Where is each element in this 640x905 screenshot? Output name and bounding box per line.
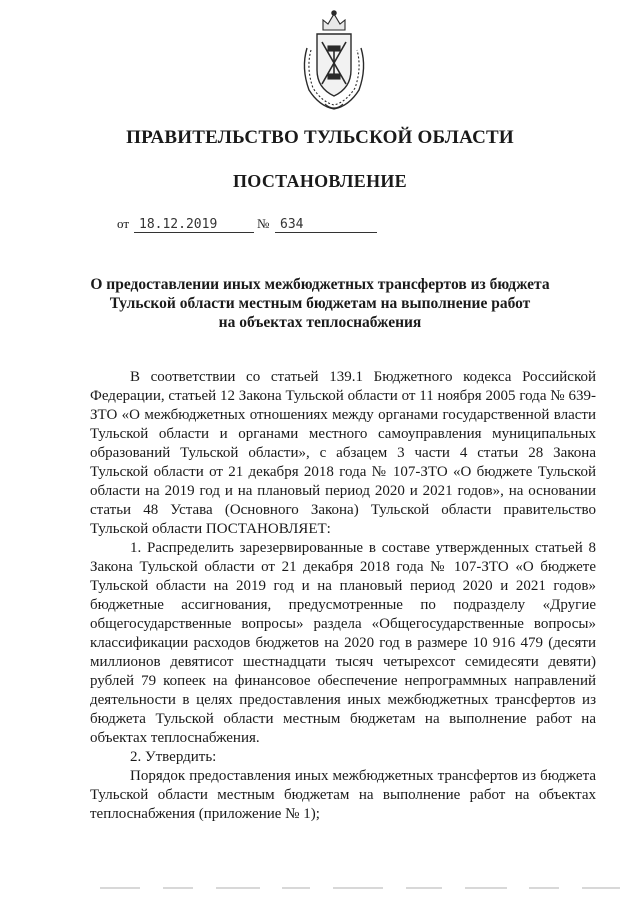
- subject-line: Тульской области местным бюджетам на выполнение работ: [109, 295, 531, 312]
- scan-footer-artifact: [100, 885, 620, 891]
- clause-2-heading: 2. Утвердить:: [130, 749, 217, 765]
- clause-2-item: Порядок предоставления иных межбюджетных трансфертов из бюджета Тульской области местным бюджетам на выполнение работ на объектах теплоснабжения (приложение № 1);: [90, 768, 596, 822]
- date-underline: [134, 232, 254, 233]
- government-title: ПРАВИТЕЛЬСТВО ТУЛЬСКОЙ ОБЛАСТИ: [126, 127, 514, 148]
- date-label: от: [117, 216, 130, 231]
- tula-region-coat-of-arms-icon: [297, 8, 371, 112]
- preamble-paragraph: В соответствии со статьей 139.1 Бюджетного кодекса Российской Федерации, статьей 12 Закона Тульской области от 11 ноября 2005 года № 639-ЗТО «О межбюджетных отношениях между органами государственной власти Тульской области и органами местного самоуправления муниципальных образований Тульской области», с абзацем 3 части 4 статьи 28 Закона Тульской области от 21 декабря 2018 года № 107-ЗТО «О бюджете Тульской области на 2019 год и на плановый период 2020 и 2021 годов», на основании статьи 48 Устава (Основного Закона) Тульской области правительство Тульской области ПОСТАНОВЛЯЕТ:: [90, 369, 596, 537]
- document-body: [90, 368, 596, 824]
- subject-line: на объектах теплоснабжения: [218, 314, 422, 331]
- clause-1-paragraph: 1. Распределить зарезервированные в составе утвержденных статьей 8 Закона Тульской области от 21 декабря 2018 года № 107-ЗТО «О бюджете Тульской области на 2019 год и на плановый период 2020 и 2021 годов» бюджетные ассигнования, предусмотренные по подразделу «Другие общегосударственные вопросы» раздела «Общегосударственные вопросы» классификации расходов бюджетов на 2020 год в размере 10 916 479 (десяти миллионов девятисот шестнадцати тысяч четырехсот семидесяти девяти) рублей 79 копеек на финансовое обеспечение непрограммных направлений деятельности в целях предоставления иных межбюджетных трансфертов из бюджета Тульской области местным бюджетам на выполнение работ на объектах теплоснабжения.: [90, 540, 596, 746]
- document-subject: [90, 275, 550, 332]
- document-date: 18.12.2019: [139, 217, 218, 232]
- subject-line: О предоставлении иных межбюджетных трансфертов из бюджета: [90, 276, 550, 293]
- document-number: 634: [280, 217, 304, 232]
- document-type: ПОСТАНОВЛЕНИЕ: [233, 171, 407, 191]
- number-underline: [275, 232, 377, 233]
- dateline: [117, 212, 377, 234]
- number-label: №: [257, 216, 270, 231]
